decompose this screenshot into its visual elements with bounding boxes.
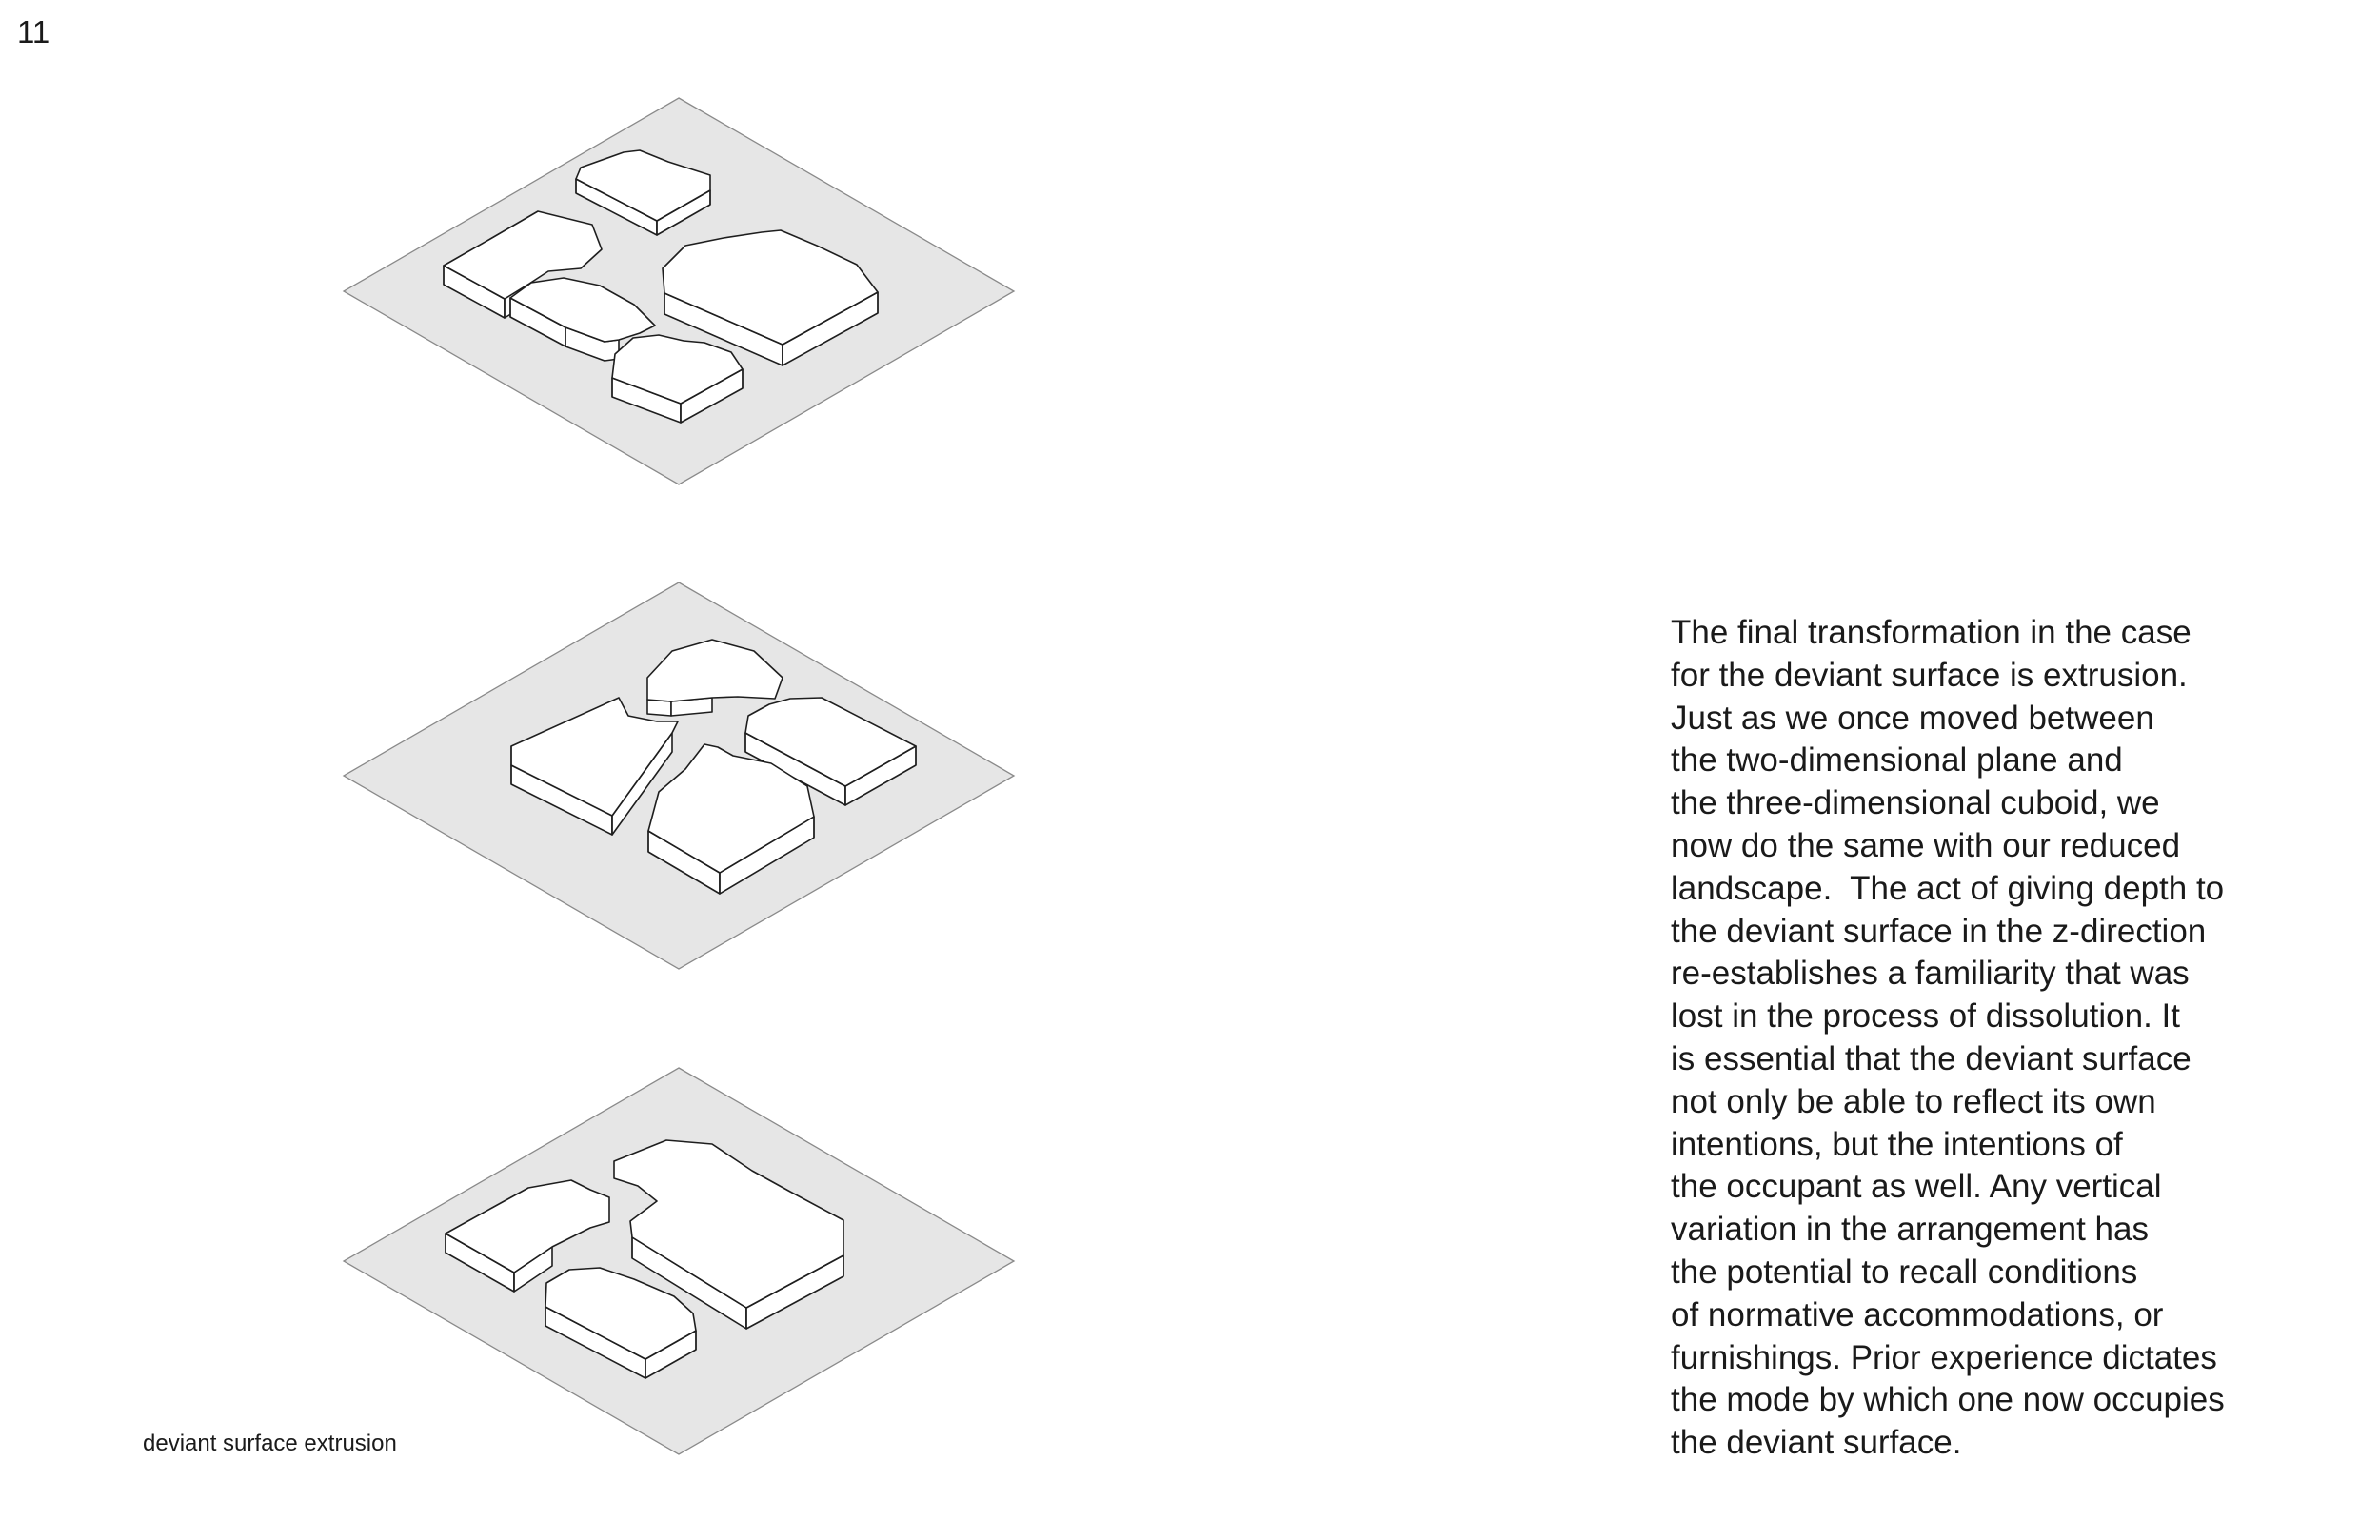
body-text bbox=[1671, 612, 2356, 1465]
text-line: not only be able to reflect its own bbox=[1671, 1082, 2156, 1120]
text-line: furnishings. Prior experience dictates bbox=[1671, 1338, 2217, 1376]
text-line: the three-dimensional cuboid, we bbox=[1671, 784, 2160, 822]
text-line: variation in the arrangement has bbox=[1671, 1211, 2149, 1249]
text-line: the mode by which one now occupies bbox=[1671, 1381, 2225, 1419]
text-line: the occupant as well. Any vertical bbox=[1671, 1168, 2162, 1206]
text-line: the two-dimensional plane and bbox=[1671, 741, 2123, 780]
text-line: the deviant surface. bbox=[1671, 1424, 1962, 1462]
extrusion-panel-2 bbox=[344, 582, 1014, 969]
text-line: now do the same with our reduced bbox=[1671, 826, 2181, 864]
extrusion-panel-1 bbox=[344, 98, 1014, 484]
text-line: for the deviant surface is extrusion. bbox=[1671, 656, 2188, 694]
text-line: Just as we once moved between bbox=[1671, 699, 2154, 737]
text-line: of normative accommodations, or bbox=[1671, 1295, 2164, 1333]
text-line: the potential to recall conditions bbox=[1671, 1253, 2138, 1291]
text-line: The final transformation in the case bbox=[1671, 614, 2192, 651]
text-line: re-establishes a familiarity that was bbox=[1671, 955, 2190, 993]
text-line: lost in the process of dissolution. It bbox=[1671, 997, 2180, 1036]
text-line: intentions, but the intentions of bbox=[1671, 1125, 2123, 1163]
figure-caption: deviant surface extrusion bbox=[143, 1431, 397, 1456]
page-number: 11 bbox=[17, 14, 50, 49]
text-line: the deviant surface in the z-direction bbox=[1671, 912, 2207, 950]
text-line: landscape. The act of giving depth to bbox=[1671, 869, 2225, 907]
text-line: is essential that the deviant surface bbox=[1671, 1039, 2192, 1077]
extrusion-panel-3 bbox=[344, 1068, 1014, 1454]
